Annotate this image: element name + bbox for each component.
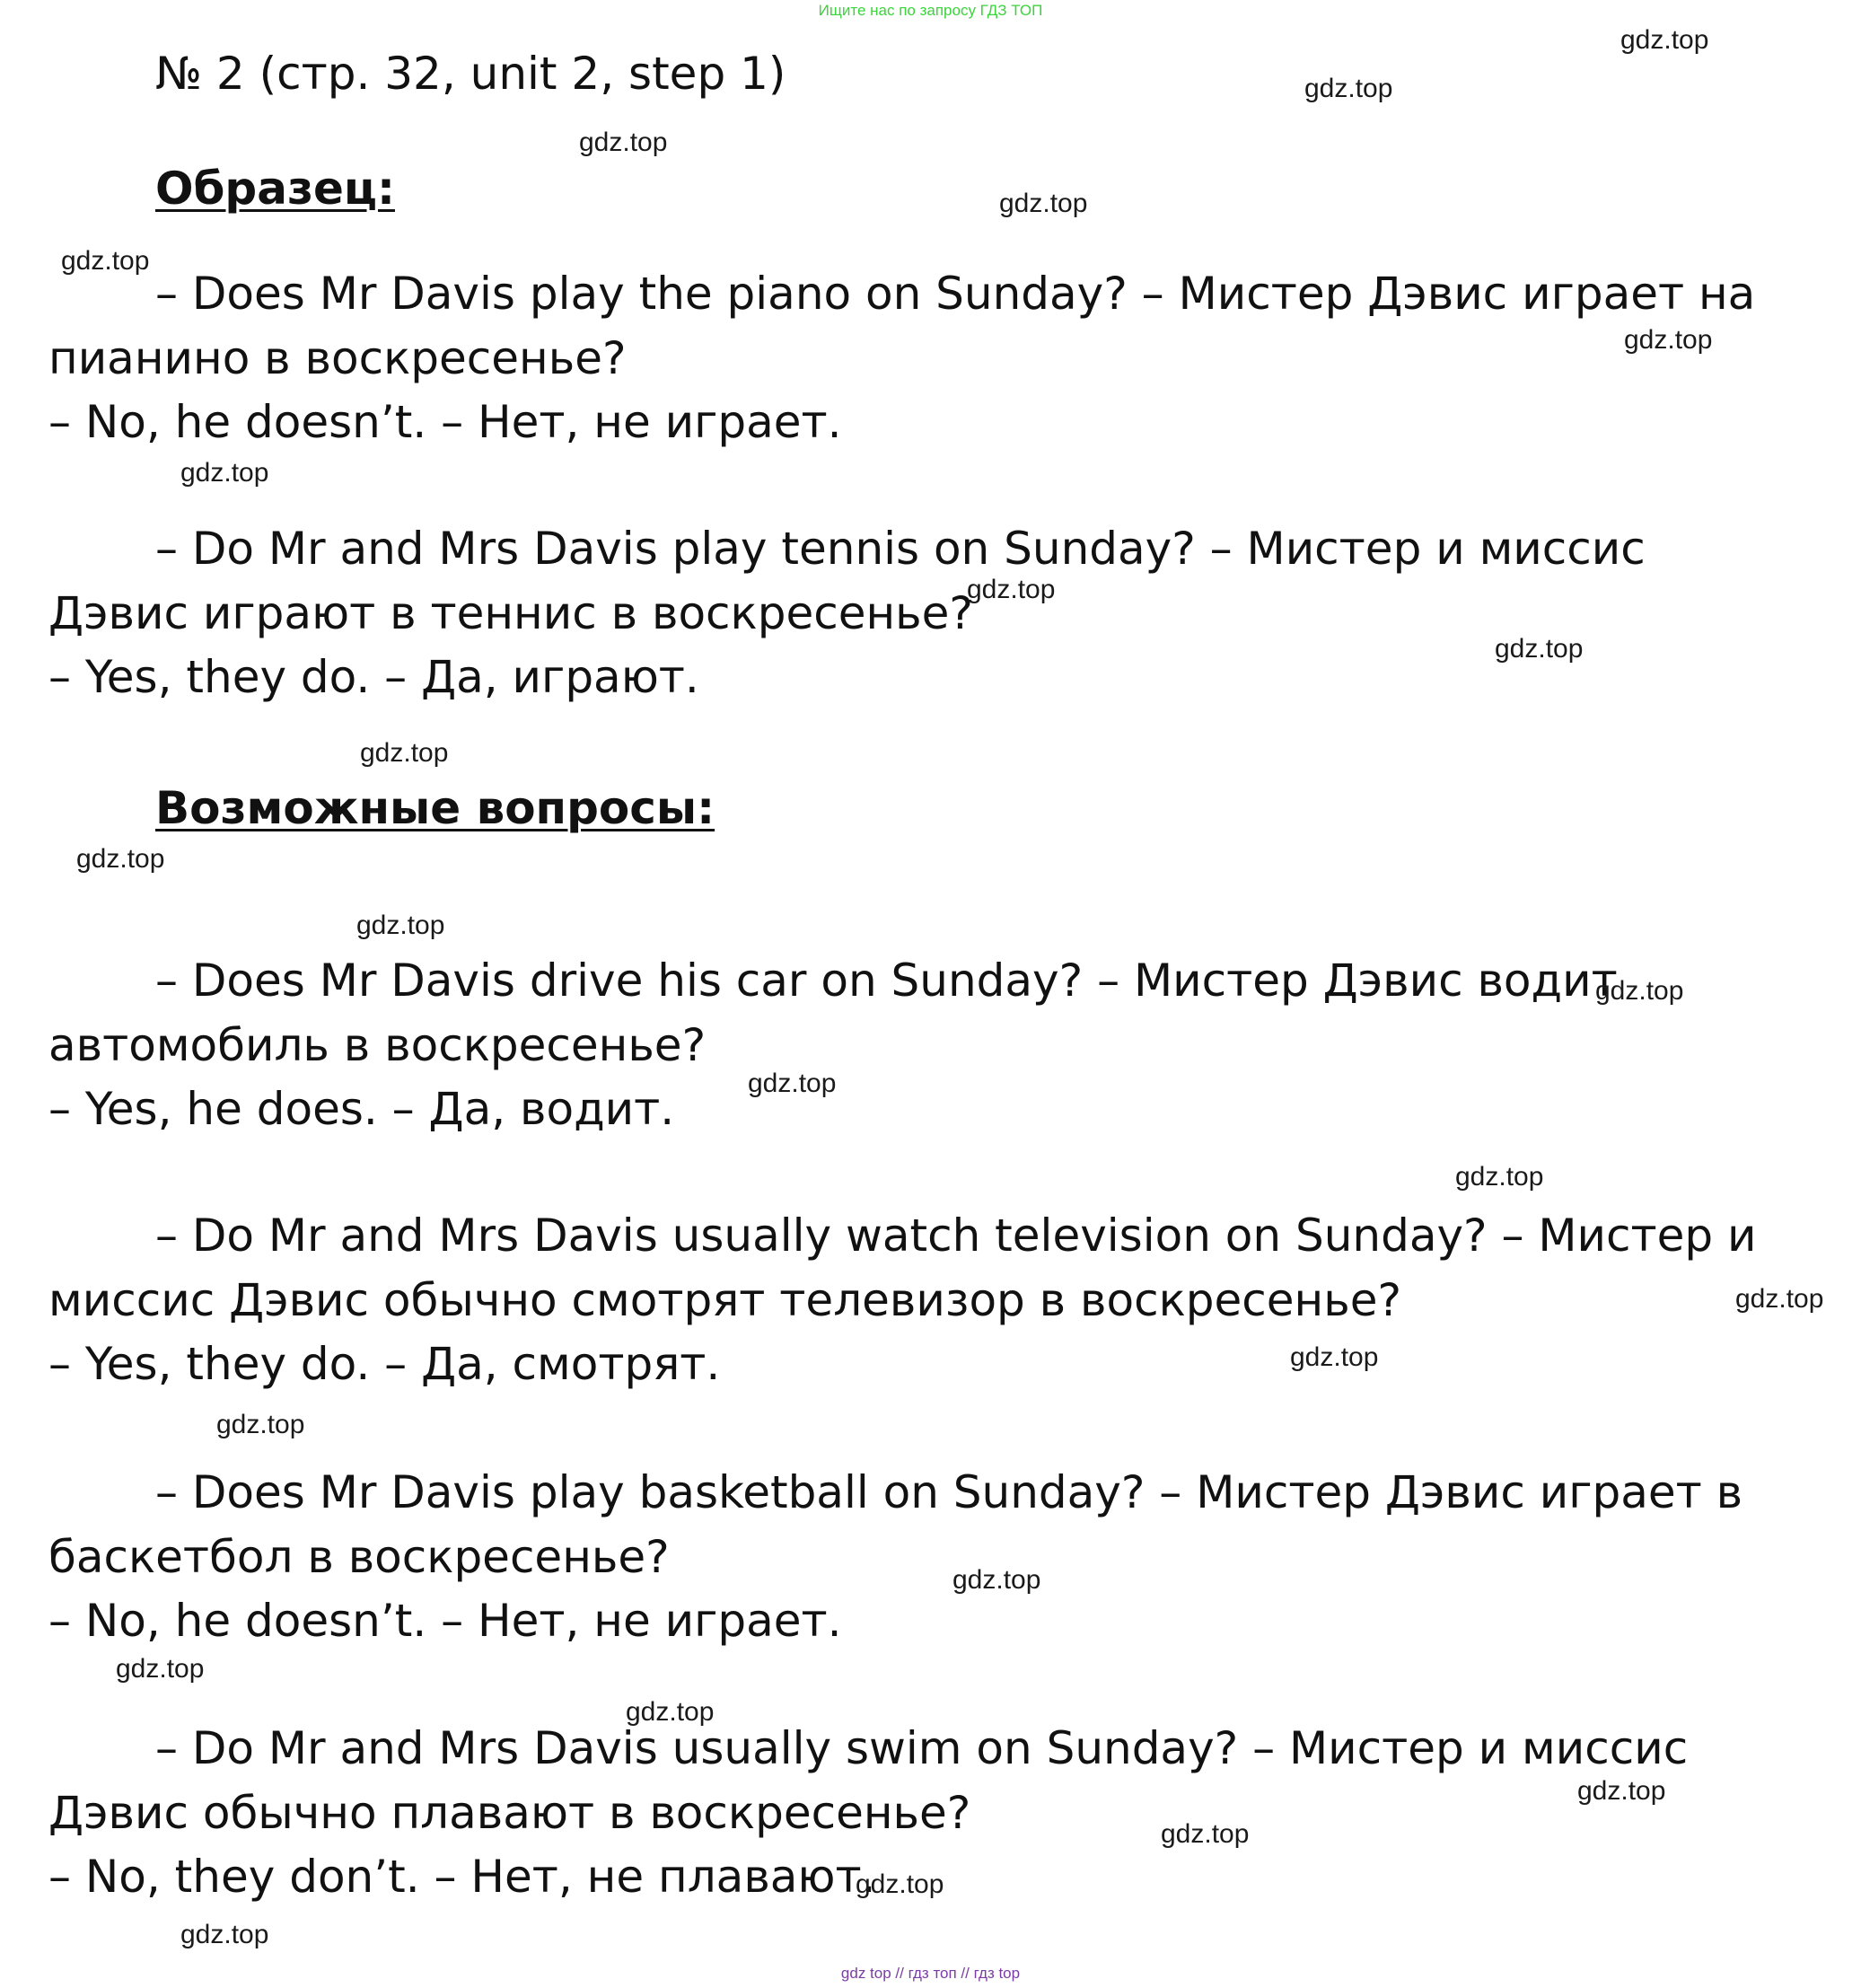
question-1: – Does Mr Davis drive his car on Sunday? – Мистер Дэвис водит автомобиль в воскресенье? <box>48 954 1618 1071</box>
sample-exchange-2 <box>48 517 1772 710</box>
watermark: gdz.top <box>180 458 269 488</box>
answer-1: – Yes, he does. – Да, водит. <box>48 1083 675 1135</box>
watermark: gdz.top <box>626 1697 715 1727</box>
watermark: gdz.top <box>856 1869 944 1899</box>
question-4: – Do Mr and Mrs Davis usually swim on Sunday? – Мистер и миссис Дэвис обычно плавают в воскресенье? <box>48 1722 1689 1839</box>
watermark: gdz.top <box>1595 976 1684 1006</box>
watermark: gdz.top <box>1495 634 1584 664</box>
answer-3: – No, he doesn’t. – Нет, не играет. <box>48 1595 842 1647</box>
answer-4: – No, they don’t. – Нет, не плавают. <box>48 1851 876 1903</box>
questions-heading: Возможные вопросы: <box>155 782 715 834</box>
watermark: gdz.top <box>952 1565 1041 1595</box>
sample-exchange-1 <box>48 262 1772 455</box>
top-banner: Ищите нас по запросу ГДЗ ТОП <box>818 2 1043 19</box>
question-exchange-2 <box>48 1204 1772 1397</box>
page-title: № 2 (стр. 32, unit 2, step 1) <box>155 48 786 100</box>
watermark: gdz.top <box>999 189 1088 218</box>
watermark: gdz.top <box>216 1410 305 1439</box>
watermark: gdz.top <box>1620 25 1709 55</box>
sample-question-2: – Do Mr and Mrs Davis play tennis on Sunday? – Мистер и миссис Дэвис играют в теннис в воскресенье? <box>48 523 1646 639</box>
watermark: gdz.top <box>1455 1162 1544 1192</box>
watermark: gdz.top <box>356 910 445 940</box>
question-2: – Do Mr and Mrs Davis usually watch television on Sunday? – Мистер и миссис Дэвис обычно смотрят телевизор в воскресенье? <box>48 1210 1757 1326</box>
watermark: gdz.top <box>967 575 1056 604</box>
sample-heading: Образец: <box>155 163 395 215</box>
watermark: gdz.top <box>116 1654 205 1684</box>
watermark: gdz.top <box>360 738 449 768</box>
sample-answer-1: – No, he doesn’t. – Нет, не играет. <box>48 396 842 448</box>
watermark: gdz.top <box>1290 1342 1379 1372</box>
footer-watermark: gdz top // гдз топ // гдз top <box>840 1965 1021 1982</box>
watermark: gdz.top <box>180 1920 269 1949</box>
question-3: – Does Mr Davis play basketball on Sunday? – Мистер Дэвис играет в баскетбол в воскресенье? <box>48 1466 1743 1583</box>
watermark: gdz.top <box>1577 1776 1666 1806</box>
answer-2: – Yes, they do. – Да, смотрят. <box>48 1338 721 1390</box>
question-exchange-1 <box>48 949 1772 1142</box>
watermark: gdz.top <box>748 1069 837 1098</box>
watermark: gdz.top <box>579 128 668 157</box>
sample-question-1: – Does Mr Davis play the piano on Sunday? – Мистер Дэвис играет на пианино в воскресенье? <box>48 268 1756 384</box>
watermark: gdz.top <box>1161 1819 1250 1849</box>
sample-answer-2: – Yes, they do. – Да, играют. <box>48 651 699 703</box>
watermark: gdz.top <box>76 844 165 874</box>
watermark: gdz.top <box>1304 74 1393 103</box>
watermark: gdz.top <box>1624 325 1713 355</box>
watermark: gdz.top <box>61 246 150 276</box>
watermark: gdz.top <box>1735 1284 1824 1314</box>
question-exchange-3 <box>48 1461 1772 1654</box>
